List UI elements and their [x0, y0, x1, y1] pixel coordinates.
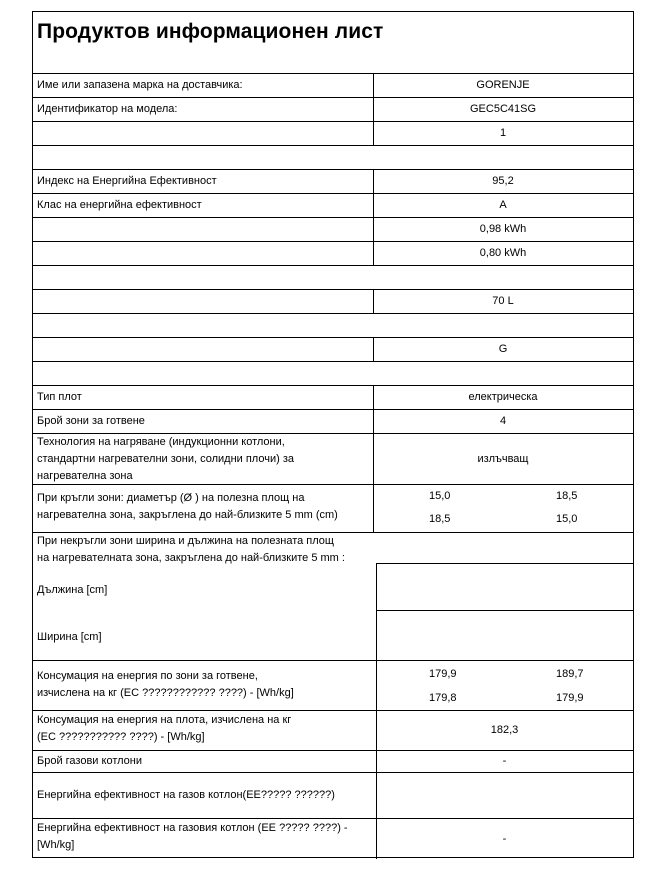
hob-consumption-value: 182,3: [490, 724, 519, 736]
row-divider: [33, 772, 633, 773]
zones-count-value: 4: [499, 415, 507, 427]
noncircular-label: При некръгли зони ширина и дължина на полезната площ на нагревателната зона, закръглена до най-близките 5 mm :: [37, 535, 345, 564]
gas-efficiency-hob-label: Енергийна ефективност на газовия котлон (EE ????? ????) - [Wh/kg]: [37, 822, 348, 851]
page-title: Продуктов информационен лист: [37, 20, 384, 43]
row-divider: [33, 337, 633, 338]
row-divider: [376, 610, 633, 611]
row-divider: [33, 750, 633, 751]
length-label: Дължина [cm]: [37, 584, 108, 596]
consumption-conventional-value: 0,98 kWh: [479, 223, 527, 235]
row-divider: [33, 313, 633, 314]
zones-count-label: Брой зони за готвене: [37, 415, 145, 427]
row-divider: [33, 193, 633, 194]
gas-efficiency-label: Енергийна ефективност на газов котлон(EE????? ??????): [37, 789, 335, 801]
row-divider: [33, 121, 633, 122]
zone-consumption-value: 179,9: [556, 692, 584, 704]
heating-tech-label: Технология на нагряване (индукционни котлони, стандартни нагревателни зони, солидни плочи) за нагревателна зона: [37, 436, 294, 482]
model-label: Идентификатор на модела:: [37, 103, 178, 115]
row-divider: [33, 169, 633, 170]
row-divider: [33, 145, 633, 146]
row-divider: [33, 409, 633, 410]
energy-class-label: Клас на енергийна ефективност: [37, 199, 202, 211]
heating-tech-value: излъчващ: [477, 453, 529, 465]
gas-burners-label: Брой газови котлони: [37, 755, 142, 767]
supplier-value: GORENJE: [476, 79, 530, 91]
eei-label: Индекс на Енергийна Ефективност: [37, 175, 217, 187]
row-divider: [33, 385, 633, 386]
diameter-value: 15,0: [429, 490, 451, 502]
row-divider: [33, 710, 633, 711]
product-information-sheet: [32, 11, 634, 858]
row-divider: [33, 818, 633, 819]
row-divider: [33, 265, 633, 266]
row-divider: [33, 241, 633, 242]
row-divider: [33, 660, 633, 661]
row-divider: [33, 73, 633, 74]
row-divider: [33, 97, 633, 98]
cavities-value: 1: [499, 127, 507, 139]
energy-class-value: A: [499, 199, 507, 211]
zone-consumption-value: 179,9: [429, 668, 457, 680]
zone-consumption-value: 189,7: [556, 668, 584, 680]
mass-class-value: G: [498, 343, 508, 355]
hob-consumption-label: Консумация на енергия на плота, изчислена на кг (EC ??????????? ????) - [Wh/kg]: [37, 714, 292, 743]
diameter-label: При кръгли зони: диаметър (Ø ) на полезна площ на нагревателна зона, закръглена до най-близките 5 mm (cm): [37, 492, 338, 521]
volume-value: 70 L: [492, 295, 514, 307]
model-value: GEC5C41SG: [469, 103, 537, 115]
row-divider: [376, 563, 633, 564]
column-divider: [376, 563, 377, 660]
zone-consumption-value: 179,8: [429, 692, 457, 704]
eei-value: 95,2: [492, 175, 514, 187]
gas-efficiency-hob-value: -: [502, 833, 507, 845]
supplier-label: Име или запазена марка на доставчика:: [37, 79, 243, 91]
diameter-value: 15,0: [556, 513, 578, 525]
hob-type-label: Тип плот: [37, 391, 82, 403]
gas-burners-value: -: [502, 755, 507, 767]
zone-consumption-label: Консумация на енергия по зони за готвене, изчислена на кг (EC ???????????? ????) - [Wh/kg]: [37, 670, 294, 699]
diameter-value: 18,5: [429, 513, 451, 525]
row-divider: [33, 361, 633, 362]
width-label: Ширина [cm]: [37, 631, 102, 643]
hob-type-value: електрическа: [468, 391, 538, 403]
row-divider: [33, 289, 633, 290]
row-divider: [33, 217, 633, 218]
consumption-fan-value: 0,80 kWh: [479, 247, 527, 259]
diameter-value: 18,5: [556, 490, 578, 502]
